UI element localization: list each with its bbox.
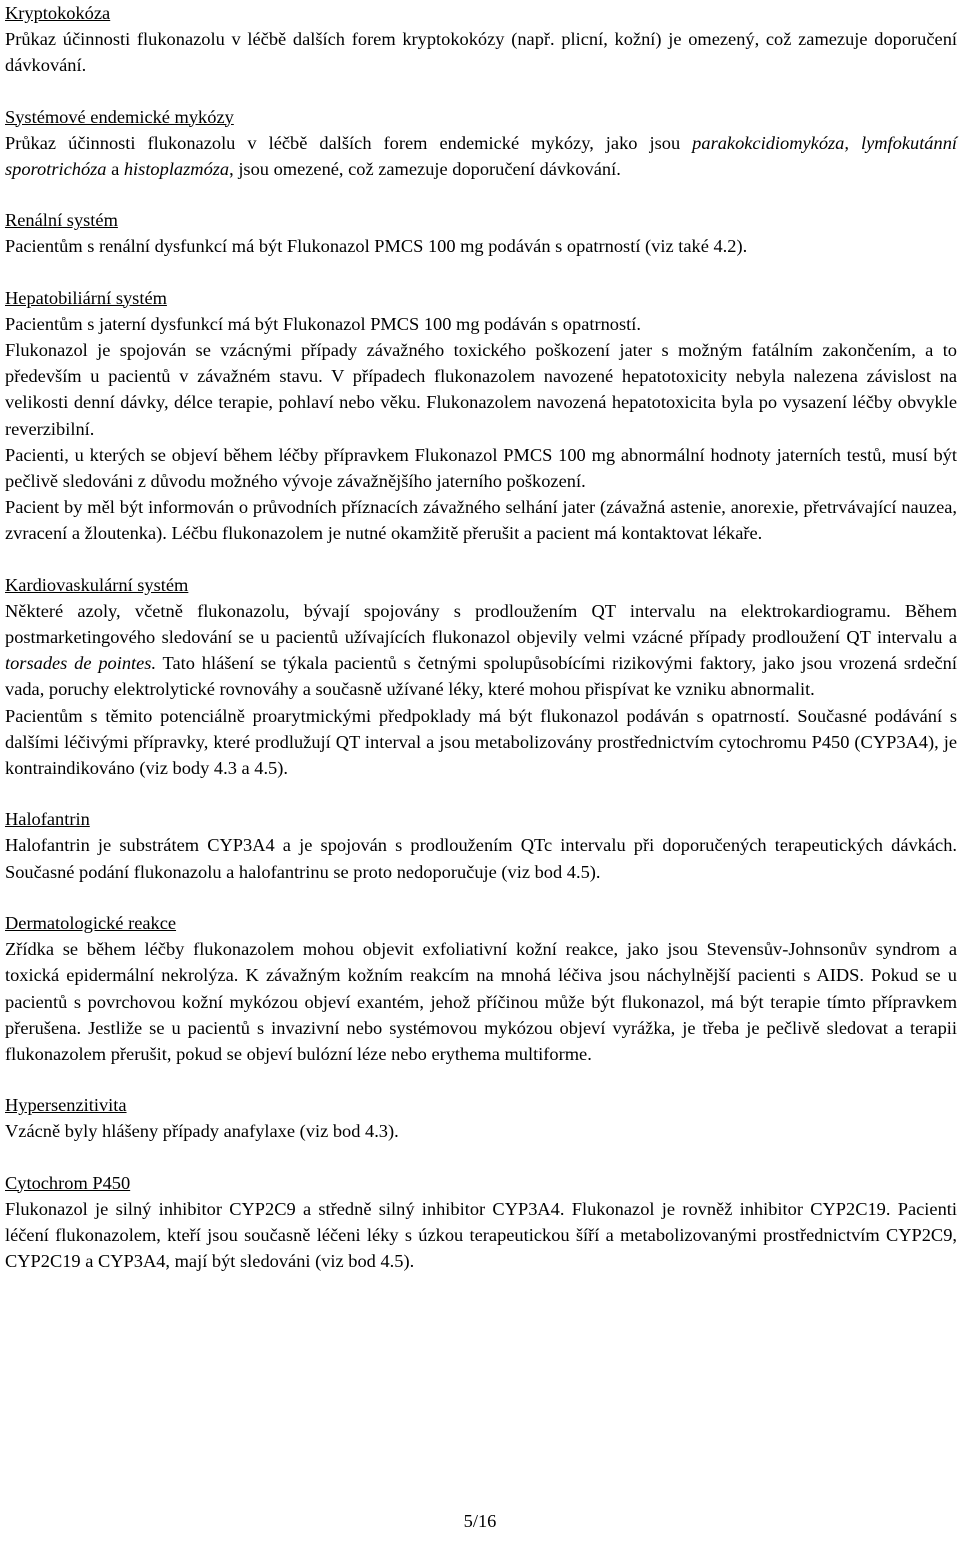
section-heading: Kardiovaskulární systém [5, 574, 189, 595]
italic-text: torsades de pointes. [5, 653, 157, 674]
section-renalni-system [5, 207, 957, 259]
section-systemove-endemicke-mykozy [5, 104, 957, 183]
section-heading: Dermatologické reakce [5, 912, 177, 933]
section-kryptokokoza [5, 0, 957, 79]
section-hepatobiliarni-system [5, 285, 957, 547]
paragraph: Pacienti, u kterých se objeví během léčby přípravkem Flukonazol PMCS 100 mg abnormální hodnoty jaterních testů, musí být pečlivě sledováni z důvodu možného vývoje závažnějšího jaterního poškození. [5, 444, 957, 492]
section-heading: Renální systém [5, 210, 118, 231]
paragraph: Halofantrin je substrátem CYP3A4 a je spojován s prodloužením QTc intervalu při doporučených terapeutických dávkách. Současné podání flukonazolu a halofantrinu se proto nedoporučuje (viz bod 4.5). [5, 835, 957, 882]
paragraph: Průkaz účinnosti flukonazolu v léčbě dalších forem kryptokokózy (např. plicní, kožní) je omezený, což zamezuje doporučení dávkování. [5, 29, 957, 76]
paragraph: Zřídka se během léčby flukonazolem mohou objevit exfoliativní kožní reakce, jako jsou Stevensův-Johnsonův syndrom a toxická epidermální nekrolýza. K závažným kožním reakcím na mnohá léčiva jsou náchylnější pacienti s AIDS. Pokud se u pacientů s povrchovou kožní mykózou objeví exantém, jehož příčinou může být flukonazol, má být terapie tímto přípravkem přerušena. Jestliže se u pacientů s invazivní nebo systémovou mykózou objeví vyrážka, je třeba je pečlivě sledovat a terapii flukonazolem přerušit, pokud se objeví bulózní léze nebo erythema multiforme. [5, 939, 957, 1064]
paragraph: Pacientům s renální dysfunkcí má být Flukonazol PMCS 100 mg podáván s opatrností (viz také 4.2). [5, 236, 748, 257]
paragraph [5, 598, 957, 703]
paragraph: Vzácně byly hlášeny případy anafylaxe (viz bod 4.3). [5, 1121, 399, 1142]
paragraph: Pacientům s těmito potenciálně proarytmickými předpoklady má být flukonazol podáván s opatrností. Současné podávání s dalšími léčivými přípravky, které prodlužují QT interval a jsou metabolizovány prostřednictvím cytochromu P450 (CYP3A4), je kontraindikováno (viz body 4.3 a 4.5). [5, 705, 957, 779]
paragraph: Flukonazol je spojován se vzácnými případy závažného toxického poškození jater s možným fatálním zakončením, a to především u pacientů v závažném stavu. V případech flukonazolem navozené hepatotoxicity nebyla nalezena závislost na velikosti denní dávky, délce terapie, pohlaví nebo věku. Flukonazolem navozená hepatotoxicita byla po vysazení léčby obvykle reverzibilní. [5, 340, 957, 439]
text-run: Tato hlášení se týkala pacientů s četnými spolupůsobícími rizikovými faktory, jako jsou vrozená srdeční vada, poruchy elektrolytické rovnováhy a současně užívané léky, které mohou přispívat ke vzniku abnormalit. [5, 653, 957, 700]
section-heading: Hepatobiliární systém [5, 287, 167, 308]
paragraph: Pacient by měl být informován o průvodních příznacích závažného selhání jater (závažná astenie, anorexie, přetrvávající nauzea, zvracení a žloutenka). Léčbu flukonazolem je nutné okamžitě přerušit a pacient má kontaktovat lékaře. [5, 497, 957, 544]
section-dermatologicke-reakce [5, 910, 957, 1067]
section-kardiovaskularni-system [5, 572, 957, 782]
paragraph: Pacientům s jaterní dysfunkcí má být Flukonazol PMCS 100 mg podáván s opatrností. [5, 313, 641, 334]
section-heading: Cytochrom P450 [5, 1172, 131, 1193]
section-heading: Kryptokokóza [5, 3, 111, 23]
section-hypersenzitivita [5, 1092, 957, 1144]
section-cytochrom-p450 [5, 1170, 957, 1275]
document-page [5, 0, 957, 1299]
italic-text: parakokcidiomykóza, lymfokutánní sporotrichóza [5, 132, 957, 180]
page-number: 5/16 [463, 1511, 497, 1531]
section-heading: Halofantrin [5, 809, 90, 830]
text-run: Některé azoly, včetně flukonazolu, bývají spojovány s prodloužením QT intervalu na elektrokardiogramu. Během postmarketingového sledování se u pacientů užívajících flukonazol objevily velmi vzácné případy prodloužení QT intervalu a [5, 600, 957, 648]
section-heading: Systémové endemické mykózy [5, 106, 234, 127]
text-run: , jsou omezené, což zamezuje doporučení dávkování. [229, 159, 621, 180]
text-run: a [106, 159, 124, 180]
paragraph: Flukonazol je silný inhibitor CYP2C9 a středně silný inhibitor CYP3A4. Flukonazol je rovněž inhibitor CYP2C19. Pacienti léčení flukonazolem, kteří jsou současně léčeni léky s úzkou terapeutickou šíří a metabolizovanými prostřednictvím CYP2C9, CYP2C19 a CYP3A4, mají být sledováni (viz bod 4.5). [5, 1198, 957, 1272]
italic-text: histoplazmóza [123, 159, 230, 180]
section-halofantrin [5, 806, 957, 885]
section-heading: Hypersenzitivita [5, 1095, 127, 1116]
paragraph [5, 130, 957, 182]
text-run: Průkaz účinnosti flukonazolu v léčbě dalších forem endemické mykózy, jako jsou [5, 132, 693, 153]
